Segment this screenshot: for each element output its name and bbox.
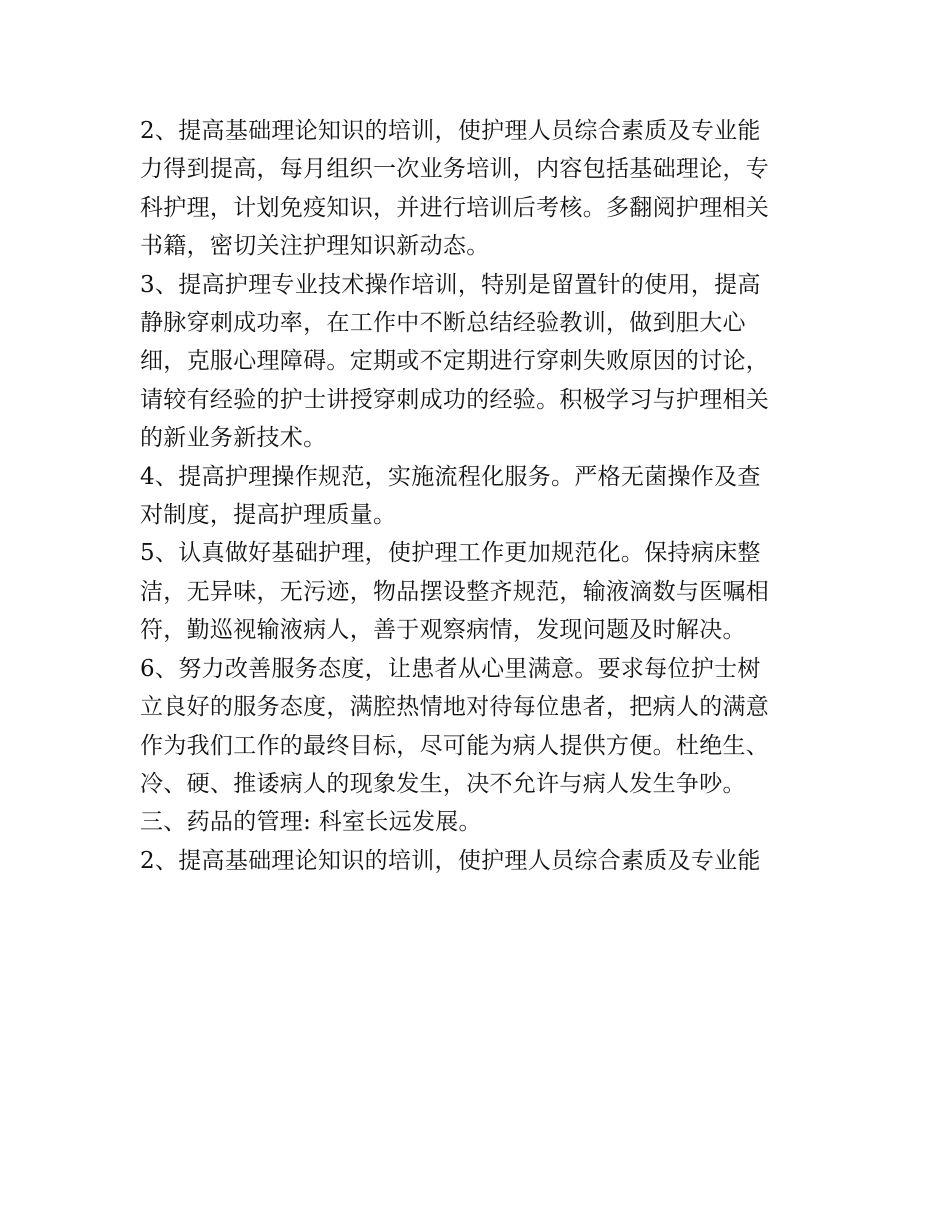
text-line: 请较有经验的护士讲授穿刺成功的经验。积极学习与护理相关 bbox=[140, 386, 770, 413]
section-heading-drug-management bbox=[140, 803, 830, 841]
text-line: 6、努力改善服务态度，让患者从心里满意。要求每位护士树 bbox=[140, 655, 761, 682]
document-body bbox=[140, 112, 830, 880]
text-line: 5、认真做好基础护理，使护理工作更加规范化。保持病床整 bbox=[140, 540, 761, 567]
text-line: 2、提高基础理论知识的培训，使护理人员综合素质及专业能 bbox=[140, 118, 761, 144]
paragraph-item-2-training bbox=[140, 112, 830, 266]
paragraph-item-4-standards bbox=[140, 458, 830, 535]
text-line: 3、提高护理专业技术操作培训，特别是留置针的使用，提高 bbox=[140, 271, 761, 298]
paragraph-item-3-skills bbox=[140, 266, 830, 458]
text-line: 的新业务新技术。 bbox=[140, 425, 327, 452]
text-line: 符，勤巡视输液病人，善于观察病情，发现问题及时解决。 bbox=[140, 617, 746, 644]
text-line: 细，克服心理障碍。定期或不定期进行穿刺失败原因的讨论， bbox=[140, 348, 770, 375]
text-line: 4、提高护理操作规范，实施流程化服务。严格无菌操作及查 bbox=[140, 463, 761, 490]
text-line: 静脉穿刺成功率，在工作中不断总结经验教训，做到胆大心 bbox=[140, 310, 746, 337]
text-line: 对制度，提高护理质量。 bbox=[140, 502, 397, 529]
text-line: 作为我们工作的最终目标，尽可能为病人提供方便。杜绝生、 bbox=[140, 732, 770, 759]
text-line: 三、药品的管理: 科室长远发展。 bbox=[140, 809, 482, 836]
text-line: 2、提高基础理论知识的培训，使护理人员综合素质及专业能 bbox=[140, 847, 761, 874]
paragraph-item-2-training-repeat bbox=[140, 842, 830, 880]
text-line: 力得到提高，每月组织一次业务培训，内容包括基础理论，专 bbox=[140, 156, 770, 183]
text-line: 洁，无异味，无污迹，物品摆设整齐规范，输液滴数与医嘱相 bbox=[140, 578, 770, 605]
text-line: 书籍，密切关注护理知识新动态。 bbox=[140, 233, 490, 260]
text-line: 立良好的服务态度，满腔热情地对待每位患者，把病人的满意 bbox=[140, 694, 770, 721]
text-line: 冷、硬、推诿病人的现象发生，决不允许与病人发生争吵。 bbox=[140, 770, 746, 797]
text-line: 科护理，计划免疫知识，并进行培训后考核。多翻阅护理相关 bbox=[140, 194, 770, 221]
paragraph-item-5-basic-care bbox=[140, 534, 830, 649]
paragraph-item-6-service bbox=[140, 650, 830, 804]
